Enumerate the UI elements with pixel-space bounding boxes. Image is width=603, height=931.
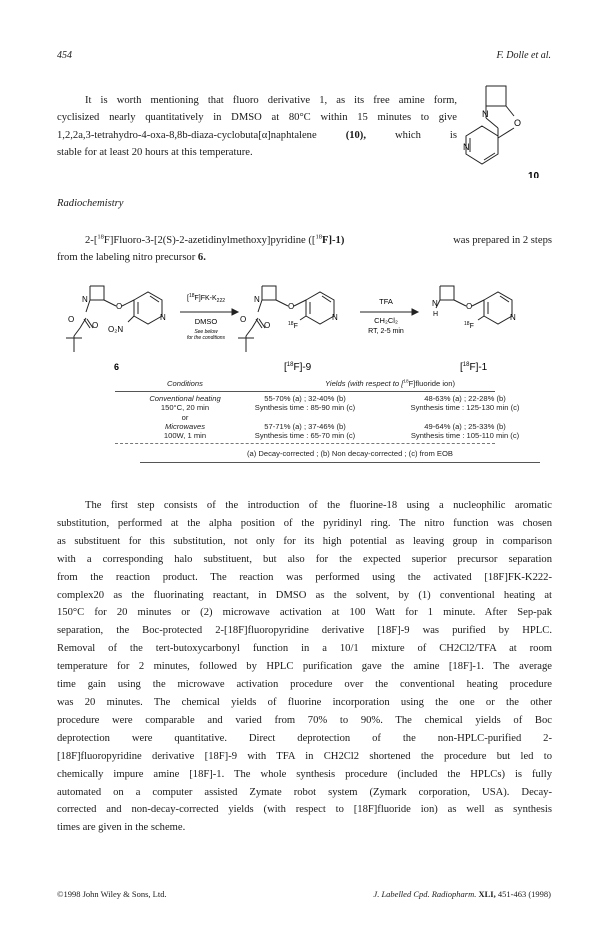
- atom-o: O: [92, 321, 99, 330]
- footer-copyright: ©1998 John Wiley & Sons, Ltd.: [57, 889, 167, 899]
- col-header-conditions: Conditions: [167, 379, 203, 388]
- body-line: procedure were comparable and varied from 70% to 90%. The chemical yields of Boc: [57, 714, 552, 726]
- intro-line-2: cyclisized nearly quantitatively in DMSO at 80°C within 15 minutes to give: [57, 112, 457, 124]
- atom-n: N: [254, 295, 260, 304]
- body-line: times are given in the scheme.: [57, 822, 186, 834]
- nitro-group: O₂N: [108, 325, 124, 334]
- body-line: from the reaction product. The reaction was performed using the activated [18F]FK-K222-: [57, 571, 552, 583]
- compound-label-9: [$^{18}$F]-9: [284, 362, 312, 373]
- cond-conventional: Conventional heating: [149, 394, 221, 403]
- atom-n: N: [482, 109, 489, 119]
- body-line: corrected and non-decay-corrected yields (with respect to [18F]fluoride ion) as well as synthesis: [57, 804, 552, 816]
- cond-or: or: [181, 413, 189, 422]
- page-number: 454: [57, 50, 72, 61]
- fluorine-18-label: $^{18}$F: [464, 321, 474, 330]
- time-9-conventional: Synthesis time : 85-90 min (c): [254, 403, 356, 412]
- body-line: time gain using the microwave activation procedure over the conventional heating procedure: [57, 679, 552, 691]
- body-line: was 20 minutes. The chemical yields of fluorine incorporation using the one or the other: [57, 696, 552, 708]
- atom-h: H: [433, 311, 439, 318]
- body-line: separation, the Boc-protected 2-[18F]fluoropyridine derivative [18F]-9 was purified by HPLC.: [57, 625, 552, 637]
- condition-rt: RT, 2-5 min: [368, 328, 404, 335]
- body-paragraph: [57, 497, 552, 837]
- section-title: Radiochemistry: [57, 198, 124, 209]
- time-9-microwaves: Synthesis time : 65-70 min (c): [254, 431, 356, 440]
- atom-n: N: [463, 142, 470, 152]
- table-rule-bottom: [140, 462, 540, 463]
- intro-line-4: stable for at least 20 hours at this temperature.: [57, 147, 253, 159]
- table-footnote: (a) Decay-corrected ; (b) Non decay-corrected ; (c) from EOB: [247, 449, 453, 458]
- compound-label-1: [$^{18}$F]-1: [460, 362, 488, 373]
- radiochem-compound-name: 2-[$^{18}$F]Fluoro-3-[2(S)-2-azetidinylmethoxy]pyridine ([$^{18}$F]-1): [85, 233, 345, 246]
- yield-9-microwaves: 57-71% (a) ; 37-46% (b): [264, 422, 346, 431]
- note-conditions: for the conditions: [186, 335, 226, 341]
- body-line: with a corresponding halo substituent, but also for the expected superior precursor separation: [57, 553, 552, 565]
- atom-n: N: [332, 313, 338, 322]
- intro-line-3: [57, 127, 457, 144]
- cond-microwaves: Microwaves: [164, 422, 206, 431]
- atom-n: N: [160, 313, 166, 322]
- yield-1-conventional: 48-63% (a) ; 22-28% (b): [424, 394, 506, 403]
- atom-o: O: [264, 321, 271, 330]
- footer-citation: J. Labelled Cpd. Radiopharm. XLI, 451-463 (1998): [373, 889, 551, 899]
- yields-table: [60, 379, 550, 479]
- atom-o: O: [514, 118, 522, 128]
- cond-microwaves-params: 100W, 1 min: [163, 431, 207, 440]
- atom-n: N: [510, 313, 516, 322]
- intro-word-is: is: [449, 129, 457, 141]
- body-line: chemically impure amine [18F]-1. The whole synthesis procedure (included the HPLCs) is fully: [57, 768, 552, 780]
- radiochem-line-2: from the labeling nitro precursor 6.: [57, 252, 206, 264]
- time-1-microwaves: Synthesis time : 105-110 min (c): [410, 431, 520, 440]
- compound-label-10: 10: [528, 171, 540, 178]
- body-line: temperature for 2 minutes, followed by HPLC purification gave the amine [18F]-1. The average: [57, 661, 552, 673]
- fluorine-18-label: $^{18}$F: [288, 321, 298, 330]
- atom-o: O: [288, 302, 295, 311]
- atom-o: O: [240, 315, 247, 324]
- solvent-ch2cl2: CH₂Cl₂: [374, 316, 398, 325]
- compound-ref-10: (10),: [345, 129, 366, 141]
- table-rule-dashed: [115, 443, 495, 444]
- atom-o: O: [68, 315, 75, 324]
- body-line: 150°C for 20 minutes or (2) microwave activation at 100 Watt for 1 minute. After Sep-pak: [57, 607, 552, 619]
- intro-word-which: which: [395, 129, 421, 141]
- atom-o: O: [466, 302, 473, 311]
- running-head-authors: F. Dolle et al.: [496, 50, 551, 61]
- radiochem-paragraph: [57, 232, 552, 267]
- atom-o: O: [116, 302, 123, 311]
- atom-n: N: [432, 299, 438, 308]
- intro-paragraph: [57, 92, 457, 162]
- radiochem-line-1: [57, 232, 552, 249]
- body-line: substitution, performed at the alpha position of the pyridinyl ring. The nitro function was chosen: [57, 517, 552, 529]
- reaction-scheme: [60, 278, 550, 374]
- col-header-yields: Yields (with respect to [$^{18}$F]fluoride ion): [324, 378, 456, 388]
- yield-9-conventional: 55-70% (a) ; 32-40% (b): [264, 394, 346, 403]
- yield-1-microwaves: 49-64% (a) ; 25-33% (b): [424, 422, 506, 431]
- body-line: deprotection were quantitative. Direct deprotection of the non-HPLC-purified 2-: [57, 732, 552, 744]
- body-line: The first step consists of the introduction of the fluorine-18 using a nucleophilic aromatic: [85, 500, 552, 511]
- note-see-below: See below: [194, 329, 218, 335]
- compound-iupac-name: 1,2,2a,3-tetrahydro-4-oxa-8,8b-diaza-cyclobuta[α]naphtalene: [57, 129, 317, 141]
- compound-10-structure: [462, 78, 552, 178]
- body-line: automated on a computer assisted Zymate robot system (Zymark corporation, USA). Decay-: [57, 786, 552, 798]
- reagent-tfa: TFA: [379, 297, 393, 306]
- body-line: Removal of the tert-butoxycarbonyl function in a 10/1 mixture of CH2Cl2/TFA at room: [57, 643, 552, 655]
- body-line: as substituent for this substitution, not only for its high potential as leaving group in comparison: [57, 535, 552, 547]
- body-line: [18F]fluoropyridine derivative [18F]-9 with TFA in CH2Cl2 shortened the procedure but led to: [57, 750, 552, 762]
- reagent-fk-k222: $[^{18}F]FK-K_{222}$: [186, 293, 226, 304]
- body-line: complex20 as the fluorinating reactant, in DMSO as the solvent, by (1) conventional heating at: [57, 589, 552, 601]
- compound-label-6: 6: [114, 362, 120, 372]
- solvent-dmso: DMSO: [194, 317, 218, 326]
- time-1-conventional: Synthesis time : 125-130 min (c): [410, 403, 520, 412]
- intro-line-1: It is worth mentioning that fluoro derivative 1, as its free amine form,: [85, 95, 457, 106]
- cond-conventional-params: 150°C, 20 min: [160, 403, 210, 412]
- atom-n: N: [82, 295, 88, 304]
- radiochem-line-1-tail: was prepared in 2 steps: [453, 235, 552, 246]
- table-rule: [115, 391, 495, 392]
